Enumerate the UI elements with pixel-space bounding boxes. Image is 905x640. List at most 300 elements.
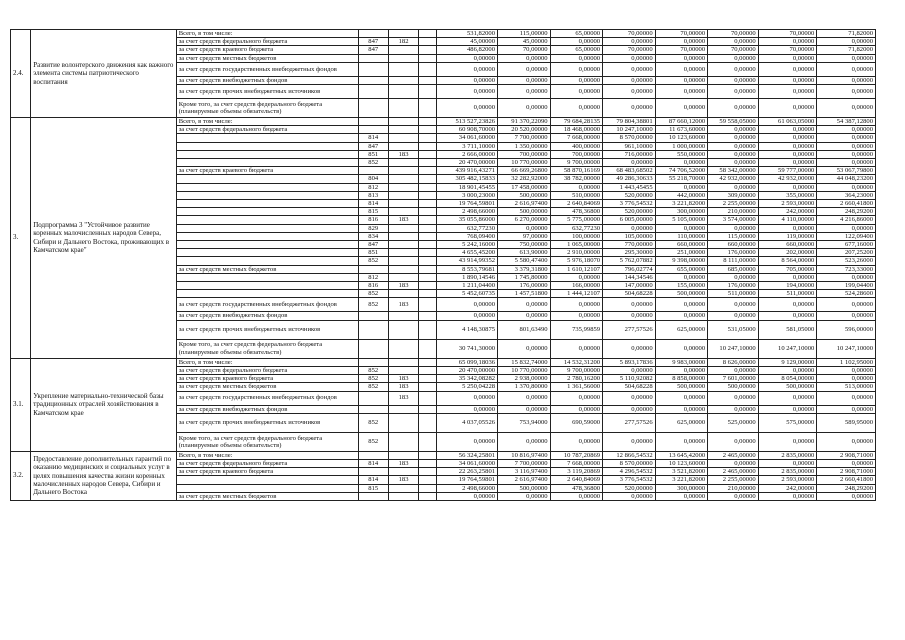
- department-code-cell: 852: [358, 159, 388, 167]
- amount-cell: 87 660,12000: [655, 118, 708, 126]
- amount-cell: 70,00000: [655, 46, 708, 54]
- amount-cell: 0,00000: [655, 339, 708, 358]
- amount-cell: 0,00000: [498, 62, 551, 76]
- section-number: 3.: [11, 118, 31, 359]
- amount-cell: 0,00000: [498, 405, 551, 413]
- section-code-cell: [388, 484, 418, 492]
- department-code-cell: [358, 30, 388, 38]
- amount-cell: 2 498,66000: [437, 484, 498, 492]
- amount-cell: 510,00000: [550, 191, 603, 199]
- section-name: Подпрограмма 3 "Устойчивое развитие коренных малочисленных народов Севера, Сибири и Дальнего Востока, проживающих в Камчатском крае": [31, 118, 177, 359]
- amount-cell: 7 700,00000: [498, 459, 551, 467]
- empty-code-cell: [419, 150, 437, 158]
- amount-cell: 0,00000: [655, 224, 708, 232]
- amount-cell: 0,00000: [437, 298, 498, 312]
- section-code-cell: [388, 167, 418, 175]
- empty-code-cell: [419, 312, 437, 320]
- section-code-cell: [388, 175, 418, 183]
- department-code-cell: [358, 85, 388, 99]
- section-code-cell: 183: [388, 459, 418, 467]
- amount-cell: 3 521,82000: [655, 468, 708, 476]
- amount-cell: 500,00000: [655, 290, 708, 298]
- amount-cell: 60 908,70000: [437, 126, 498, 134]
- amount-cell: 2 835,00000: [758, 451, 817, 459]
- amount-cell: 700,00000: [498, 150, 551, 158]
- amount-cell: 0,00000: [655, 312, 708, 320]
- amount-cell: 504,68228: [603, 383, 656, 391]
- section-code-cell: [388, 183, 418, 191]
- amount-cell: 511,00000: [708, 290, 759, 298]
- amount-cell: 0,00000: [498, 298, 551, 312]
- amount-cell: 0,00000: [758, 159, 817, 167]
- department-code-cell: [358, 54, 388, 62]
- table-row: [11, 30, 876, 38]
- department-code-cell: [358, 391, 388, 405]
- amount-cell: 735,99859: [550, 320, 603, 339]
- amount-cell: 486,82000: [437, 46, 498, 54]
- amount-cell: 0,00000: [758, 126, 817, 134]
- department-code-cell: 812: [358, 183, 388, 191]
- amount-cell: 0,00000: [817, 54, 876, 62]
- amount-cell: 0,00000: [817, 38, 876, 46]
- amount-cell: 3 379,31800: [498, 265, 551, 273]
- amount-cell: 632,77230: [550, 224, 603, 232]
- amount-cell: 0,00000: [550, 273, 603, 281]
- amount-cell: 0,00000: [603, 99, 656, 118]
- empty-code-cell: [419, 175, 437, 183]
- section-code-cell: [388, 366, 418, 374]
- amount-cell: 242,00000: [758, 208, 817, 216]
- amount-cell: 581,05000: [758, 320, 817, 339]
- amount-cell: 65 099,18036: [437, 358, 498, 366]
- department-code-cell: 851: [358, 150, 388, 158]
- empty-code-cell: [419, 249, 437, 257]
- department-code-cell: [358, 167, 388, 175]
- department-code-cell: 852: [358, 366, 388, 374]
- amount-cell: 0,00000: [603, 312, 656, 320]
- empty-code-cell: [419, 142, 437, 150]
- amount-cell: 10 770,00000: [498, 159, 551, 167]
- amount-cell: 3 711,10000: [437, 142, 498, 150]
- amount-cell: 0,00000: [758, 405, 817, 413]
- amount-cell: 511,00000: [758, 290, 817, 298]
- funding-source-cell: за счет средств местных бюджетов: [176, 492, 358, 500]
- amount-cell: 0,00000: [817, 432, 876, 451]
- amount-cell: 0,00000: [550, 432, 603, 451]
- amount-cell: 5 242,16000: [437, 241, 498, 249]
- amount-cell: 524,28600: [817, 290, 876, 298]
- empty-code-cell: [419, 413, 437, 432]
- amount-cell: 12 866,54532: [603, 451, 656, 459]
- amount-cell: 0,00000: [550, 391, 603, 405]
- section-code-cell: [388, 76, 418, 84]
- section-code-cell: [388, 339, 418, 358]
- amount-cell: 0,00000: [708, 183, 759, 191]
- empty-code-cell: [419, 492, 437, 500]
- amount-cell: 6 005,00000: [603, 216, 656, 224]
- amount-cell: 248,29200: [817, 208, 876, 216]
- section-code-cell: 183: [388, 476, 418, 484]
- empty-code-cell: [419, 290, 437, 298]
- empty-code-cell: [419, 468, 437, 476]
- section-code-cell: [388, 249, 418, 257]
- amount-cell: 0,00000: [498, 339, 551, 358]
- amount-cell: 0,00000: [758, 76, 817, 84]
- section-name: Укрепление материально-технической базы традиционных отраслей хозяйствования в Камчатском крае: [31, 358, 177, 451]
- amount-cell: 58 870,16169: [550, 167, 603, 175]
- amount-cell: 8 564,00000: [758, 257, 817, 265]
- amount-cell: 155,00000: [655, 282, 708, 290]
- amount-cell: 18 901,45455: [437, 183, 498, 191]
- amount-cell: 199,04400: [817, 282, 876, 290]
- amount-cell: 0,00000: [603, 298, 656, 312]
- amount-cell: 79 804,38801: [603, 118, 656, 126]
- amount-cell: 0,00000: [437, 391, 498, 405]
- department-code-cell: [358, 265, 388, 273]
- amount-cell: 18 468,00000: [550, 126, 603, 134]
- empty-code-cell: [419, 339, 437, 358]
- empty-code-cell: [419, 118, 437, 126]
- amount-cell: 0,00000: [655, 38, 708, 46]
- amount-cell: 35 055,86000: [437, 216, 498, 224]
- amount-cell: 500,00000: [655, 383, 708, 391]
- section-code-cell: [388, 320, 418, 339]
- amount-cell: 0,00000: [708, 312, 759, 320]
- amount-cell: 0,00000: [655, 366, 708, 374]
- department-code-cell: [358, 320, 388, 339]
- department-code-cell: 814: [358, 459, 388, 467]
- amount-cell: 0,00000: [655, 273, 708, 281]
- funding-source-cell: за счет средств прочих внебюджетных источников: [176, 320, 358, 339]
- amount-cell: 10 247,10000: [603, 126, 656, 134]
- section-code-cell: [388, 134, 418, 142]
- amount-cell: 0,00000: [817, 492, 876, 500]
- amount-cell: 58 342,00000: [708, 167, 759, 175]
- amount-cell: 8 570,00000: [603, 459, 656, 467]
- amount-cell: 0,00000: [437, 62, 498, 76]
- amount-cell: 0,00000: [708, 391, 759, 405]
- amount-cell: 0,00000: [817, 391, 876, 405]
- amount-cell: 0,00000: [758, 459, 817, 467]
- empty-code-cell: [419, 76, 437, 84]
- amount-cell: 61 063,05000: [758, 118, 817, 126]
- amount-cell: 2 640,84069: [550, 200, 603, 208]
- funding-source-cell: [176, 224, 358, 232]
- amount-cell: 0,00000: [655, 183, 708, 191]
- funding-source-cell: за счет средств федерального бюджета: [176, 366, 358, 374]
- amount-cell: 2 660,41800: [817, 200, 876, 208]
- amount-cell: 0,00000: [708, 54, 759, 62]
- section-code-cell: [388, 405, 418, 413]
- amount-cell: 0,00000: [758, 54, 817, 62]
- amount-cell: 364,23000: [817, 191, 876, 199]
- amount-cell: 5 250,04228: [437, 383, 498, 391]
- budget-table-sheet: [10, 29, 876, 501]
- amount-cell: 2 593,00000: [758, 476, 817, 484]
- amount-cell: 166,00000: [550, 282, 603, 290]
- department-code-cell: [358, 339, 388, 358]
- amount-cell: 520,00000: [603, 484, 656, 492]
- amount-cell: 0,00000: [817, 62, 876, 76]
- department-code-cell: 829: [358, 224, 388, 232]
- table-row: [11, 118, 876, 126]
- section-code-cell: 183: [388, 216, 418, 224]
- amount-cell: 690,59000: [550, 413, 603, 432]
- amount-cell: 2 465,00000: [708, 451, 759, 459]
- funding-source-cell: [176, 200, 358, 208]
- amount-cell: 0,00000: [498, 224, 551, 232]
- amount-cell: 5 105,00000: [655, 216, 708, 224]
- funding-source-cell: Кроме того, за счет средств федерального бюджета (планируемые объемы обязательств): [176, 339, 358, 358]
- empty-code-cell: [419, 200, 437, 208]
- amount-cell: 3 119,20869: [550, 468, 603, 476]
- amount-cell: 0,00000: [758, 432, 817, 451]
- amount-cell: 70,00000: [758, 30, 817, 38]
- amount-cell: 596,00000: [817, 320, 876, 339]
- amount-cell: 0,00000: [708, 76, 759, 84]
- amount-cell: 0,00000: [708, 432, 759, 451]
- funding-source-cell: [176, 142, 358, 150]
- empty-code-cell: [419, 191, 437, 199]
- amount-cell: 500,00000: [498, 208, 551, 216]
- amount-cell: 0,00000: [655, 298, 708, 312]
- amount-cell: 0,00000: [758, 142, 817, 150]
- amount-cell: 13 645,42000: [655, 451, 708, 459]
- amount-cell: 0,00000: [603, 76, 656, 84]
- section-code-cell: [388, 257, 418, 265]
- amount-cell: 0,00000: [498, 76, 551, 84]
- amount-cell: 0,00000: [603, 62, 656, 76]
- amount-cell: 1 444,12107: [550, 290, 603, 298]
- amount-cell: 8 111,00000: [708, 257, 759, 265]
- amount-cell: 1 350,00000: [498, 142, 551, 150]
- amount-cell: 2 616,97400: [498, 200, 551, 208]
- funding-source-cell: [176, 216, 358, 224]
- amount-cell: 122,09400: [817, 232, 876, 240]
- amount-cell: 0,00000: [758, 492, 817, 500]
- amount-cell: 677,16000: [817, 241, 876, 249]
- funding-source-cell: [176, 208, 358, 216]
- amount-cell: 3 776,54532: [603, 476, 656, 484]
- amount-cell: 513,00000: [817, 383, 876, 391]
- amount-cell: 500,00000: [498, 191, 551, 199]
- amount-cell: 0,00000: [603, 38, 656, 46]
- amount-cell: 2 465,00000: [708, 468, 759, 476]
- amount-cell: 43 914,99352: [437, 257, 498, 265]
- amount-cell: 2 908,71000: [817, 468, 876, 476]
- empty-code-cell: [419, 375, 437, 383]
- amount-cell: 2 255,00000: [708, 476, 759, 484]
- amount-cell: 70,00000: [708, 30, 759, 38]
- amount-cell: 251,00000: [655, 249, 708, 257]
- amount-cell: 500,00000: [708, 383, 759, 391]
- funding-source-cell: [176, 249, 358, 257]
- amount-cell: 0,00000: [708, 150, 759, 158]
- amount-cell: 4 037,05526: [437, 413, 498, 432]
- amount-cell: 2 660,41800: [817, 476, 876, 484]
- funding-source-cell: Кроме того, за счет средств федерального бюджета (планируемые объемы обязательств): [176, 432, 358, 451]
- amount-cell: 2 666,00000: [437, 150, 498, 158]
- amount-cell: 97,00000: [498, 232, 551, 240]
- section-code-cell: [388, 99, 418, 118]
- amount-cell: 0,00000: [708, 273, 759, 281]
- amount-cell: 0,00000: [603, 366, 656, 374]
- empty-code-cell: [419, 241, 437, 249]
- amount-cell: 2 255,00000: [708, 200, 759, 208]
- amount-cell: 2 910,00000: [550, 249, 603, 257]
- amount-cell: 0,00000: [817, 459, 876, 467]
- section-code-cell: [388, 413, 418, 432]
- amount-cell: 0,00000: [437, 76, 498, 84]
- amount-cell: 0,00000: [498, 432, 551, 451]
- amount-cell: 91 370,22090: [498, 118, 551, 126]
- amount-cell: 70,00000: [655, 30, 708, 38]
- empty-code-cell: [419, 224, 437, 232]
- amount-cell: 305 482,15833: [437, 175, 498, 183]
- section-code-cell: [388, 241, 418, 249]
- funding-source-cell: за счет средств федерального бюджета: [176, 126, 358, 134]
- amount-cell: 10 247,10000: [758, 339, 817, 358]
- funding-source-cell: за счет средств федерального бюджета: [176, 38, 358, 46]
- empty-code-cell: [419, 391, 437, 405]
- empty-code-cell: [419, 320, 437, 339]
- amount-cell: 0,00000: [758, 312, 817, 320]
- amount-cell: 1 211,04400: [437, 282, 498, 290]
- funding-source-cell: [176, 241, 358, 249]
- amount-cell: 4 216,86000: [817, 216, 876, 224]
- amount-cell: 0,00000: [817, 150, 876, 158]
- funding-source-cell: за счет средств государственных внебюджетных фондов: [176, 391, 358, 405]
- amount-cell: 56 324,25801: [437, 451, 498, 459]
- amount-cell: 0,00000: [437, 99, 498, 118]
- amount-cell: 0,00000: [758, 99, 817, 118]
- amount-cell: 3 221,82000: [655, 476, 708, 484]
- amount-cell: 478,36800: [550, 484, 603, 492]
- section-code-cell: [388, 208, 418, 216]
- section-code-cell: 183: [388, 391, 418, 405]
- amount-cell: 248,29200: [817, 484, 876, 492]
- amount-cell: 34 061,60000: [437, 459, 498, 467]
- amount-cell: 66 669,26800: [498, 167, 551, 175]
- amount-cell: 176,00000: [498, 282, 551, 290]
- section-code-cell: [388, 85, 418, 99]
- amount-cell: 660,00000: [655, 241, 708, 249]
- amount-cell: 115,00000: [708, 232, 759, 240]
- amount-cell: 625,00000: [655, 320, 708, 339]
- amount-cell: 0,00000: [708, 298, 759, 312]
- amount-cell: 10 247,10000: [817, 339, 876, 358]
- department-code-cell: [358, 99, 388, 118]
- funding-source-cell: [176, 191, 358, 199]
- amount-cell: 30 741,30000: [437, 339, 498, 358]
- amount-cell: 0,00000: [817, 126, 876, 134]
- amount-cell: 355,00000: [758, 191, 817, 199]
- amount-cell: 716,00000: [603, 150, 656, 158]
- amount-cell: 2 593,00000: [758, 200, 817, 208]
- empty-code-cell: [419, 46, 437, 54]
- amount-cell: 0,00000: [708, 405, 759, 413]
- section-code-cell: 183: [388, 282, 418, 290]
- department-code-cell: 816: [358, 216, 388, 224]
- amount-cell: 0,00000: [550, 76, 603, 84]
- section-code-cell: 183: [388, 383, 418, 391]
- amount-cell: 0,00000: [708, 126, 759, 134]
- section-code-cell: [388, 118, 418, 126]
- amount-cell: 1 610,12107: [550, 265, 603, 273]
- empty-code-cell: [419, 216, 437, 224]
- empty-code-cell: [419, 159, 437, 167]
- amount-cell: 1 065,00000: [550, 241, 603, 249]
- empty-code-cell: [419, 183, 437, 191]
- amount-cell: 525,00000: [708, 413, 759, 432]
- amount-cell: 49 286,30633: [603, 175, 656, 183]
- amount-cell: 801,63490: [498, 320, 551, 339]
- amount-cell: 575,00000: [758, 413, 817, 432]
- amount-cell: 513 527,23826: [437, 118, 498, 126]
- empty-code-cell: [419, 298, 437, 312]
- funding-source-cell: за счет средств внебюджетных фондов: [176, 312, 358, 320]
- amount-cell: 0,00000: [708, 62, 759, 76]
- funding-source-cell: за счет средств местных бюджетов: [176, 265, 358, 273]
- amount-cell: 2 938,00000: [498, 375, 551, 383]
- section-number: 3.1.: [11, 358, 31, 451]
- department-code-cell: 813: [358, 191, 388, 199]
- amount-cell: 79 684,28135: [550, 118, 603, 126]
- amount-cell: 0,00000: [708, 224, 759, 232]
- amount-cell: 71,82000: [817, 46, 876, 54]
- amount-cell: 7 668,00000: [550, 134, 603, 142]
- amount-cell: 0,00000: [550, 339, 603, 358]
- amount-cell: 1 457,51800: [498, 290, 551, 298]
- amount-cell: 0,00000: [603, 432, 656, 451]
- department-code-cell: 852: [358, 432, 388, 451]
- amount-cell: 2 498,66000: [437, 208, 498, 216]
- department-code-cell: 851: [358, 249, 388, 257]
- section-name: Развитие волонтерского движения как важного элемента системы патриотического воспитания: [31, 30, 177, 118]
- amount-cell: 10 816,97400: [498, 451, 551, 459]
- amount-cell: 632,77230: [437, 224, 498, 232]
- amount-cell: 42 932,00000: [708, 175, 759, 183]
- amount-cell: 110,00000: [655, 232, 708, 240]
- funding-source-cell: за счет средств краевого бюджета: [176, 375, 358, 383]
- amount-cell: 0,00000: [550, 54, 603, 62]
- section-code-cell: [388, 191, 418, 199]
- amount-cell: 210,00000: [708, 484, 759, 492]
- amount-cell: 520,00000: [603, 191, 656, 199]
- amount-cell: 0,00000: [655, 76, 708, 84]
- amount-cell: 7 601,00000: [708, 375, 759, 383]
- amount-cell: 0,00000: [550, 99, 603, 118]
- section-number: 3.2.: [11, 451, 31, 500]
- funding-source-cell: [176, 282, 358, 290]
- empty-code-cell: [419, 99, 437, 118]
- amount-cell: 0,00000: [817, 85, 876, 99]
- amount-cell: 14 532,31200: [550, 358, 603, 366]
- amount-cell: 0,00000: [437, 54, 498, 62]
- amount-cell: 723,33000: [817, 265, 876, 273]
- funding-source-cell: за счет средств местных бюджетов: [176, 383, 358, 391]
- department-code-cell: [358, 451, 388, 459]
- amount-cell: 3 000,23000: [437, 191, 498, 199]
- amount-cell: 0,00000: [655, 432, 708, 451]
- amount-cell: 0,00000: [758, 62, 817, 76]
- amount-cell: 8 858,00000: [655, 375, 708, 383]
- amount-cell: 11 673,60000: [655, 126, 708, 134]
- amount-cell: 74 706,52000: [655, 167, 708, 175]
- amount-cell: 0,00000: [550, 492, 603, 500]
- amount-cell: 0,00000: [817, 76, 876, 84]
- amount-cell: 0,00000: [437, 85, 498, 99]
